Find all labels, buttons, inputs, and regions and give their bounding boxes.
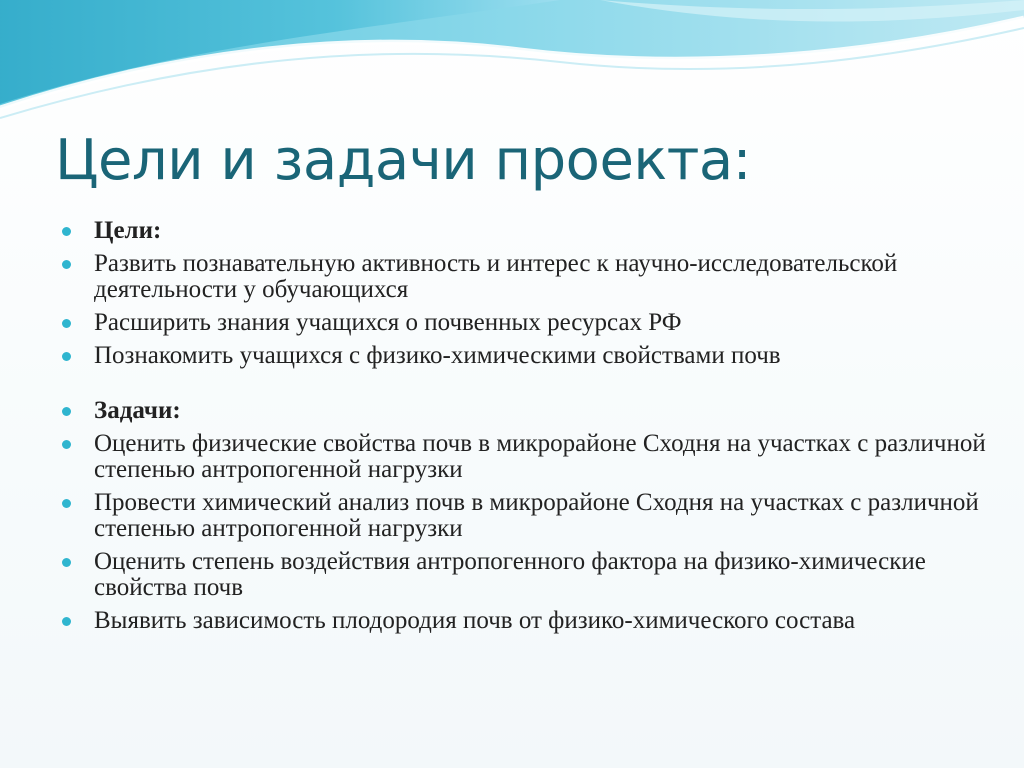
bullet-icon bbox=[62, 319, 71, 328]
bullet-icon bbox=[62, 407, 71, 416]
list-item bbox=[62, 549, 992, 601]
list-item-text: Познакомить учащихся с физико-химическими свойствами почв bbox=[94, 342, 781, 369]
list-item-text: Выявить зависимость плодородия почв от физико-химического состава bbox=[94, 607, 856, 634]
list-item bbox=[62, 251, 992, 303]
list-item bbox=[62, 490, 992, 542]
list-item-text: Развить познавательную активность и интерес к научно-исследовательской деятельности у обучающихся bbox=[94, 250, 898, 303]
list-item-text: Расширить знания учащихся о почвенных ресурсах РФ bbox=[94, 309, 682, 336]
list-item-text: Задачи: bbox=[94, 397, 181, 424]
list-item bbox=[62, 310, 992, 336]
list-item bbox=[62, 608, 992, 634]
list-item-text: Цели: bbox=[94, 217, 162, 244]
slide-title: Цели и задачи проекта: bbox=[55, 128, 752, 193]
bullet-icon bbox=[62, 558, 71, 567]
bullet-icon bbox=[62, 440, 71, 449]
list-item bbox=[62, 343, 992, 369]
list-item-tasks-heading bbox=[62, 398, 992, 424]
bullet-list bbox=[62, 218, 992, 641]
bullet-icon bbox=[62, 352, 71, 361]
bullet-icon bbox=[62, 617, 71, 626]
list-item-text: Оценить степень воздействия антропогенного фактора на физико-химические свойства почв bbox=[94, 548, 926, 601]
bullet-icon bbox=[62, 260, 71, 269]
list-item bbox=[62, 431, 992, 483]
decorative-wave-banner bbox=[0, 0, 1024, 130]
list-item-goals-heading bbox=[62, 218, 992, 244]
list-item-text: Провести химический анализ почв в микрорайоне Сходня на участках с различной степенью антропогенной нагрузки bbox=[94, 489, 979, 542]
bullet-icon bbox=[62, 227, 71, 236]
list-item-text: Оценить физические свойства почв в микрорайоне Сходня на участках с различной степенью антропогенной нагрузки bbox=[94, 430, 986, 483]
bullet-icon bbox=[62, 499, 71, 508]
